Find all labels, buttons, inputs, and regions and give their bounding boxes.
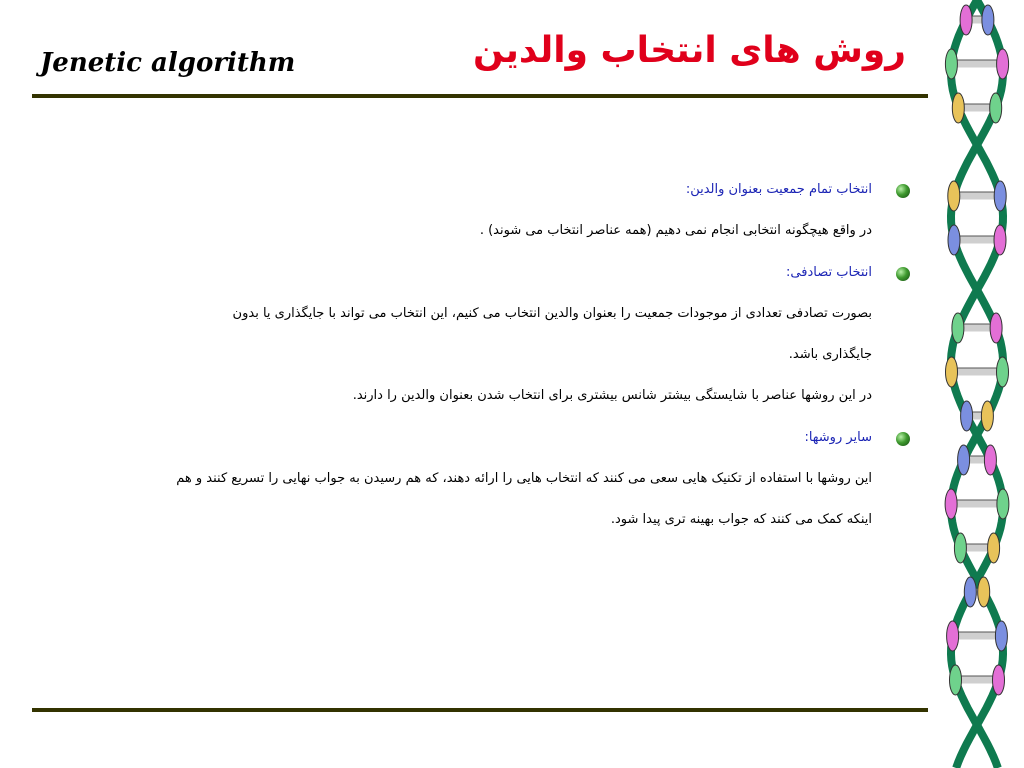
- slide-title: روش های انتخاب والدین: [473, 30, 906, 71]
- helix-bead: [945, 49, 957, 79]
- section-paragraph: اینکه کمک می کنند که جواب بهینه تری پیدا شود.: [610, 512, 872, 527]
- section-paragraph: در واقع هیچگونه انتخابی انجام نمی دهیم (همه عناصر انتخاب می شوند) .: [479, 223, 872, 238]
- helix-bead: [964, 577, 976, 607]
- helix-bead: [947, 621, 959, 651]
- helix-bead: [961, 401, 973, 431]
- helix-bead: [950, 665, 962, 695]
- content-body: [50, 170, 872, 542]
- section-heading: انتخاب تصادفی:: [786, 265, 872, 280]
- helix-bead: [994, 181, 1006, 211]
- dna-double-helix-icon: [930, 0, 1024, 768]
- helix-bead: [952, 93, 964, 123]
- section-paragraph: در این روشها عناصر با شایستگی بیشتر شانس بیشتری برای انتخاب شدن بعنوان والدین را دارند.: [352, 388, 872, 403]
- section-other-methods: [50, 418, 872, 540]
- section-random-selection: [50, 253, 872, 416]
- helix-bead: [954, 533, 966, 563]
- helix-bead: [994, 225, 1006, 255]
- section-heading: انتخاب تمام جمعیت بعنوان والدین:: [685, 182, 872, 197]
- helix-bead: [997, 489, 1009, 519]
- helix-bead: [993, 665, 1005, 695]
- section-paragraph: بصورت تصادفی تعدادی از موجودات جمعیت را بعنوان والدین انتخاب می کنیم، این انتخاب می تواند با جایگذاری یا بدون: [232, 306, 872, 321]
- helix-bead: [948, 181, 960, 211]
- helix-bead: [988, 533, 1000, 563]
- top-divider: [32, 94, 928, 98]
- helix-bead: [990, 313, 1002, 343]
- helix-bead: [945, 489, 957, 519]
- helix-bead: [981, 401, 993, 431]
- slide-subtitle: Jenetic algorithm: [40, 48, 296, 78]
- helix-bead: [960, 5, 972, 35]
- bullet-icon: [896, 267, 910, 281]
- section-heading: سایر روشها:: [804, 430, 872, 445]
- helix-bead: [982, 5, 994, 35]
- section-paragraph: جایگذاری باشد.: [788, 347, 872, 362]
- helix-bead: [995, 621, 1007, 651]
- helix-bead: [984, 445, 996, 475]
- helix-bead: [978, 577, 990, 607]
- bullet-icon: [896, 432, 910, 446]
- bottom-divider: [32, 708, 928, 712]
- helix-bead: [997, 49, 1009, 79]
- bullet-icon: [896, 184, 910, 198]
- helix-bead: [948, 225, 960, 255]
- section-all-population: [50, 170, 872, 251]
- helix-bead: [958, 445, 970, 475]
- section-paragraph: این روشها با استفاده از تکنیک هایی سعی می کنند که انتخاب هایی را ارائه دهند، که هم رسیدن به جواب نهایی را تسریع کنند و هم: [176, 471, 872, 486]
- helix-bead: [997, 357, 1009, 387]
- helix-bead: [946, 357, 958, 387]
- helix-bead: [990, 93, 1002, 123]
- helix-bead: [952, 313, 964, 343]
